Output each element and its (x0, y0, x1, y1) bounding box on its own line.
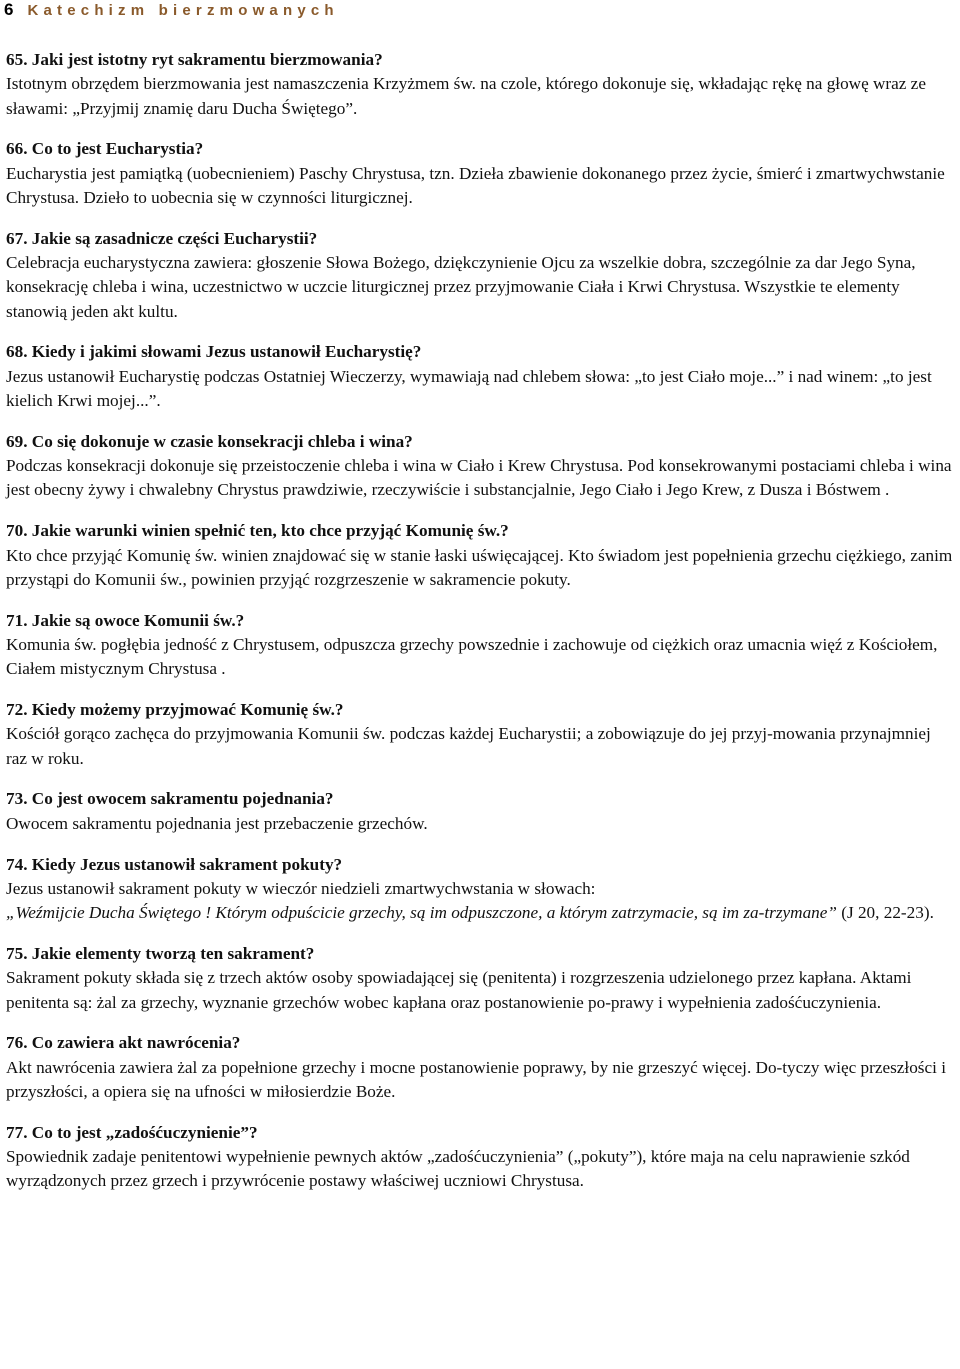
answer-74 (6, 877, 954, 926)
answer-76: Akt nawrócenia zawiera żal za popełnione grzechy i mocne postanowienie poprawy, by nie grzeszyć więcej. Do-tyczy więc przeszłości i przyszłości, a opiera się na ufności w miłosierdzie Boże. (6, 1057, 946, 1101)
answer-74-reference: (J 20, 22-23). (836, 903, 934, 923)
question-74: 74. Kiedy Jezus ustanowił sakrament pokuty? (6, 854, 343, 874)
qa-item-74 (6, 853, 954, 926)
question-69: 69. Co się dokonuje w czasie konsekracji chleba i wina? (6, 431, 413, 451)
answer-69: Podczas konsekracji dokonuje się przeistoczenie chleba i wina w Ciało i Krew Chrystusa. Pod konsekrowanymi postaciami chleba i wina jest obecny żywy i chwalebny Chrystus prawdziwie, rzeczywiście i substancjalnie, Jego Ciało i Jego Krew, z Dusza i Bóstwem . (6, 456, 952, 500)
answer-72: Kościół gorąco zachęca do przyjmowania Komunii św. podczas każdej Eucharystii; a zobowiązuje do jej przyj-mowania przynajmniej raz w roku. (6, 724, 931, 768)
qa-item-70 (6, 519, 954, 592)
question-70: 70. Jakie warunki winien spełnić ten, kto chce przyjąć Komunię św.? (6, 521, 509, 541)
qa-item-68 (6, 340, 954, 413)
qa-item-73 (6, 787, 954, 836)
answer-77: Spowiednik zadaje penitentowi wypełnienie pewnych aktów „zadośćuczynienia” („pokuty”), które maja na celu naprawienie szkód wyrządzonych przez grzech i przywrócenie postawy właściwej uczniowi Chrystusa. (6, 1146, 910, 1191)
running-title: Katechizm bierzmowanych (27, 1, 339, 19)
question-73: 73. Co jest owocem sakramentu pojednania? (6, 789, 334, 809)
question-72: 72. Kiedy możemy przyjmować Komunię św.? (6, 700, 344, 720)
answer-65: Istotnym obrzędem bierzmowania jest namaszczenia Krzyżmem św. na czole, którego dokonuje się, wkładając rękę na głowę wraz ze sławami: „Przyjmij znamię daru Ducha Świętego”. (6, 74, 926, 118)
answer-74-quote: „Weźmijcie Ducha Świętego ! Którym odpuścicie grzechy, są im odpuszczone, a którym zatrzymacie, są im za-trzymane” (6, 903, 837, 923)
question-71: 71. Jakie są owoce Komunii św.? (6, 610, 245, 630)
qa-item-77 (6, 1121, 954, 1194)
answer-71: Komunia św. pogłębia jedność z Chrystusem, odpuszcza grzechy powszednie i zachowuje od ciężkich oraz umacnia więź z Kościołem, Ciałem mistycznym Chrystusa . (6, 634, 938, 679)
answer-66: Eucharystia jest pamiątką (uobecnieniem) Paschy Chrystusa, tzn. Dzieła zbawienie dokonanego przez życie, śmierć i zmartwychwstanie Chrystusa. Dzieło to uobecnia się w czynności liturgicznej. (6, 163, 945, 207)
answer-70: Kto chce przyjąć Komunię św. winien znajdować się w stanie łaski uświęcającej. Kto świadom jest popełnienia grzechu ciężkiego, zanim przystąpi do Komunii św., powinien przyjąć rozgrzeszenie w sakramencie pokuty. (6, 545, 953, 589)
question-77: 77. Co to jest „zadośćuczynienie”? (6, 1122, 258, 1142)
qa-item-76 (6, 1031, 954, 1104)
question-75: 75. Jakie elementy tworzą ten sakrament? (6, 943, 315, 963)
qa-item-67 (6, 227, 954, 324)
catechism-content (6, 48, 954, 1210)
question-67: 67. Jakie są zasadnicze części Eucharystii? (6, 228, 318, 248)
qa-item-75 (6, 942, 954, 1015)
question-68: 68. Kiedy i jakimi słowami Jezus ustanowił Eucharystię? (6, 342, 422, 362)
qa-item-69 (6, 430, 954, 503)
qa-item-71 (6, 609, 954, 682)
question-76: 76. Co zawiera akt nawrócenia? (6, 1033, 241, 1053)
answer-75: Sakrament pokuty składa się z trzech aktów osoby spowiadającej się (penitenta) i rozgrzeszenia udzielonego przez kapłana. Aktami penitenta są: żal za grzechy, wyznanie grzechów wobec kapłana oraz postanowienie po-prawy i wypełnienia zadośćuczynienia. (6, 968, 912, 1012)
answer-73: Owocem sakramentu pojednania jest przebaczenie grzechów. (6, 813, 428, 833)
answer-68: Jezus ustanowił Eucharystię podczas Ostatniej Wieczerzy, wymawiają nad chlebem słowa: „to jest Ciało moje...” i nad winem: „to jest kielich Krwi mojej...”. (6, 366, 932, 411)
page-number: 6 (4, 0, 14, 19)
qa-item-65 (6, 48, 954, 121)
answer-67: Celebracja eucharystyczna zawiera: głoszenie Słowa Bożego, dziękczynienie Ojcu za wszelkie dobra, szczególnie za dar Jego Syna, konsekrację chleba i wina, uczestnictwo w uczcie liturgicznej przez przyjmowanie Ciała i Krwi Chrystusa. Wszystkie te elementy stanowią jeden akt kultu. (6, 253, 916, 321)
question-66: 66. Co to jest Eucharystia? (6, 139, 204, 159)
qa-item-66 (6, 137, 954, 210)
page-header (0, 0, 960, 20)
question-65: 65. Jaki jest istotny ryt sakramentu bierzmowania? (6, 50, 383, 69)
answer-74-intro: Jezus ustanowił sakrament pokuty w wieczór niedzieli zmartwychwstania w słowach: (6, 878, 596, 898)
qa-item-72 (6, 698, 954, 771)
